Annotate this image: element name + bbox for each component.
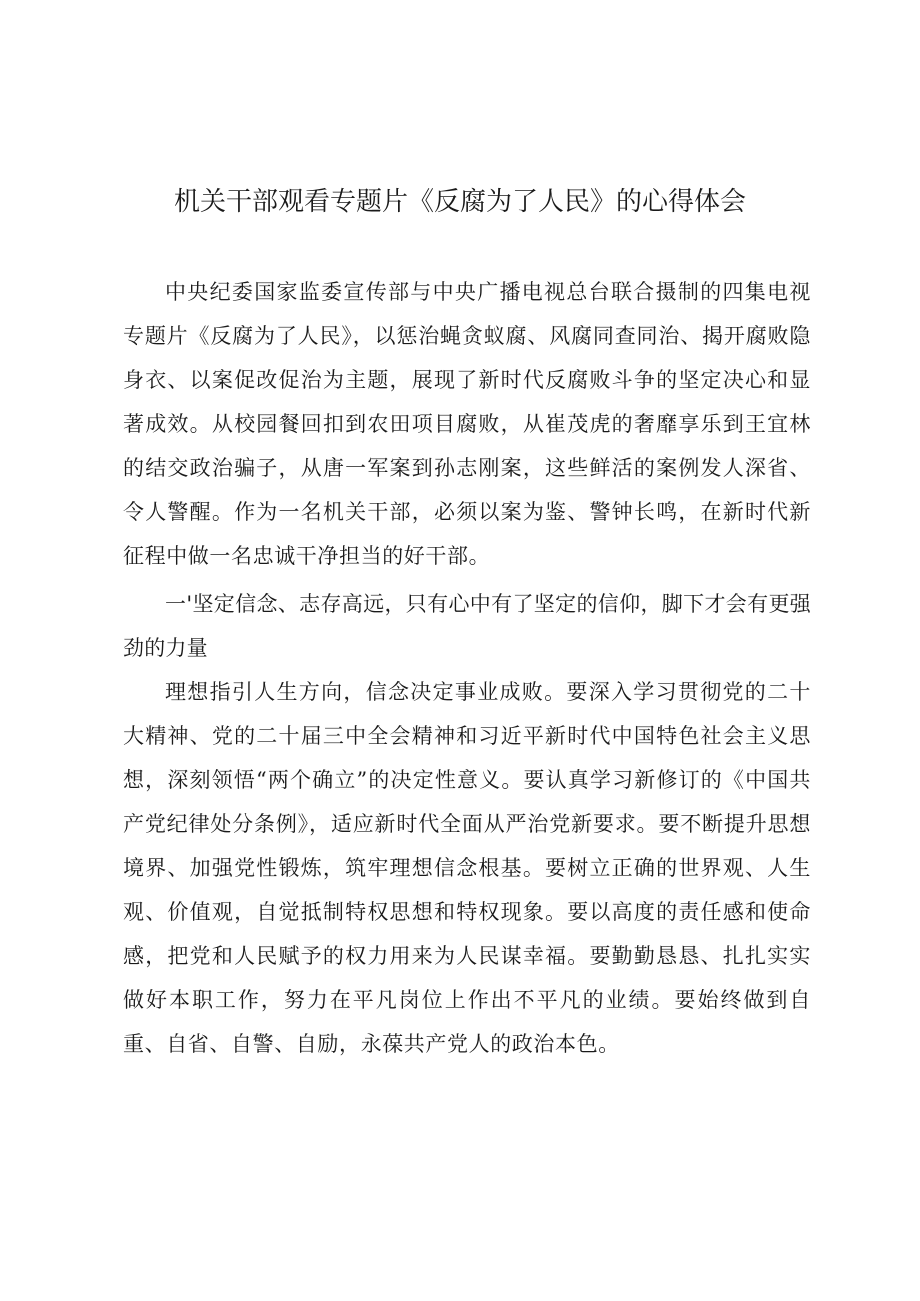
intro-paragraph: 中央纪委国家监委宣传部与中央广播电视总台联合摄制的四集电视专题片《反腐为了人民》，以惩治蝇贪蚁腐、风腐同查同治、揭开腐败隐身衣、以案促改促治为主题，展现了新时代反腐败斗争的坚定决心和显著成效。从校园餐回扣到农田项目腐败，从崔茂虎的奢靡享乐到王宜林的结交政治骗子，从唐一军案到孙志刚案，这些鲜活的案例发人深省、令人警醒。作为一名机关干部，必须以案为鉴、警钟长鸣，在新时代新征程中做一名忠诚干净担当的好干部。 xyxy=(123,280,811,568)
document-body xyxy=(123,270,811,1066)
section-heading-1: 一'坚定信念、志存高远，只有心中有了坚定的信仰，脚下才会有更强劲的力量 xyxy=(123,592,811,660)
document-title: 机关干部观看专题片《反腐为了人民》的心得体会 xyxy=(173,187,746,217)
section-body-1: 理想指引人生方向，信念决定事业成败。要深入学习贯彻党的二十大精神、党的二十届三中全会精神和习近平新时代中国特色社会主义思想，深刻领悟“两个确立”的决定性意义。要认真学习新修订的《中国共产党纪律处分条例》，适应新时代全面从严治党新要求。要不断提升思想境界、加强党性锻炼，筑牢理想信念根基。要树立正确的世界观、人生观、价值观，自觉抵制特权思想和特权现象。要以高度的责任感和使命感，把党和人民赋予的权力用来为人民谋幸福。要勤勤恳恳、扎扎实实做好本职工作，努力在平凡岗位上作出不平凡的业绩。要始终做到自重、自省、自警、自励，永葆共产党人的政治本色。 xyxy=(123,680,811,1056)
